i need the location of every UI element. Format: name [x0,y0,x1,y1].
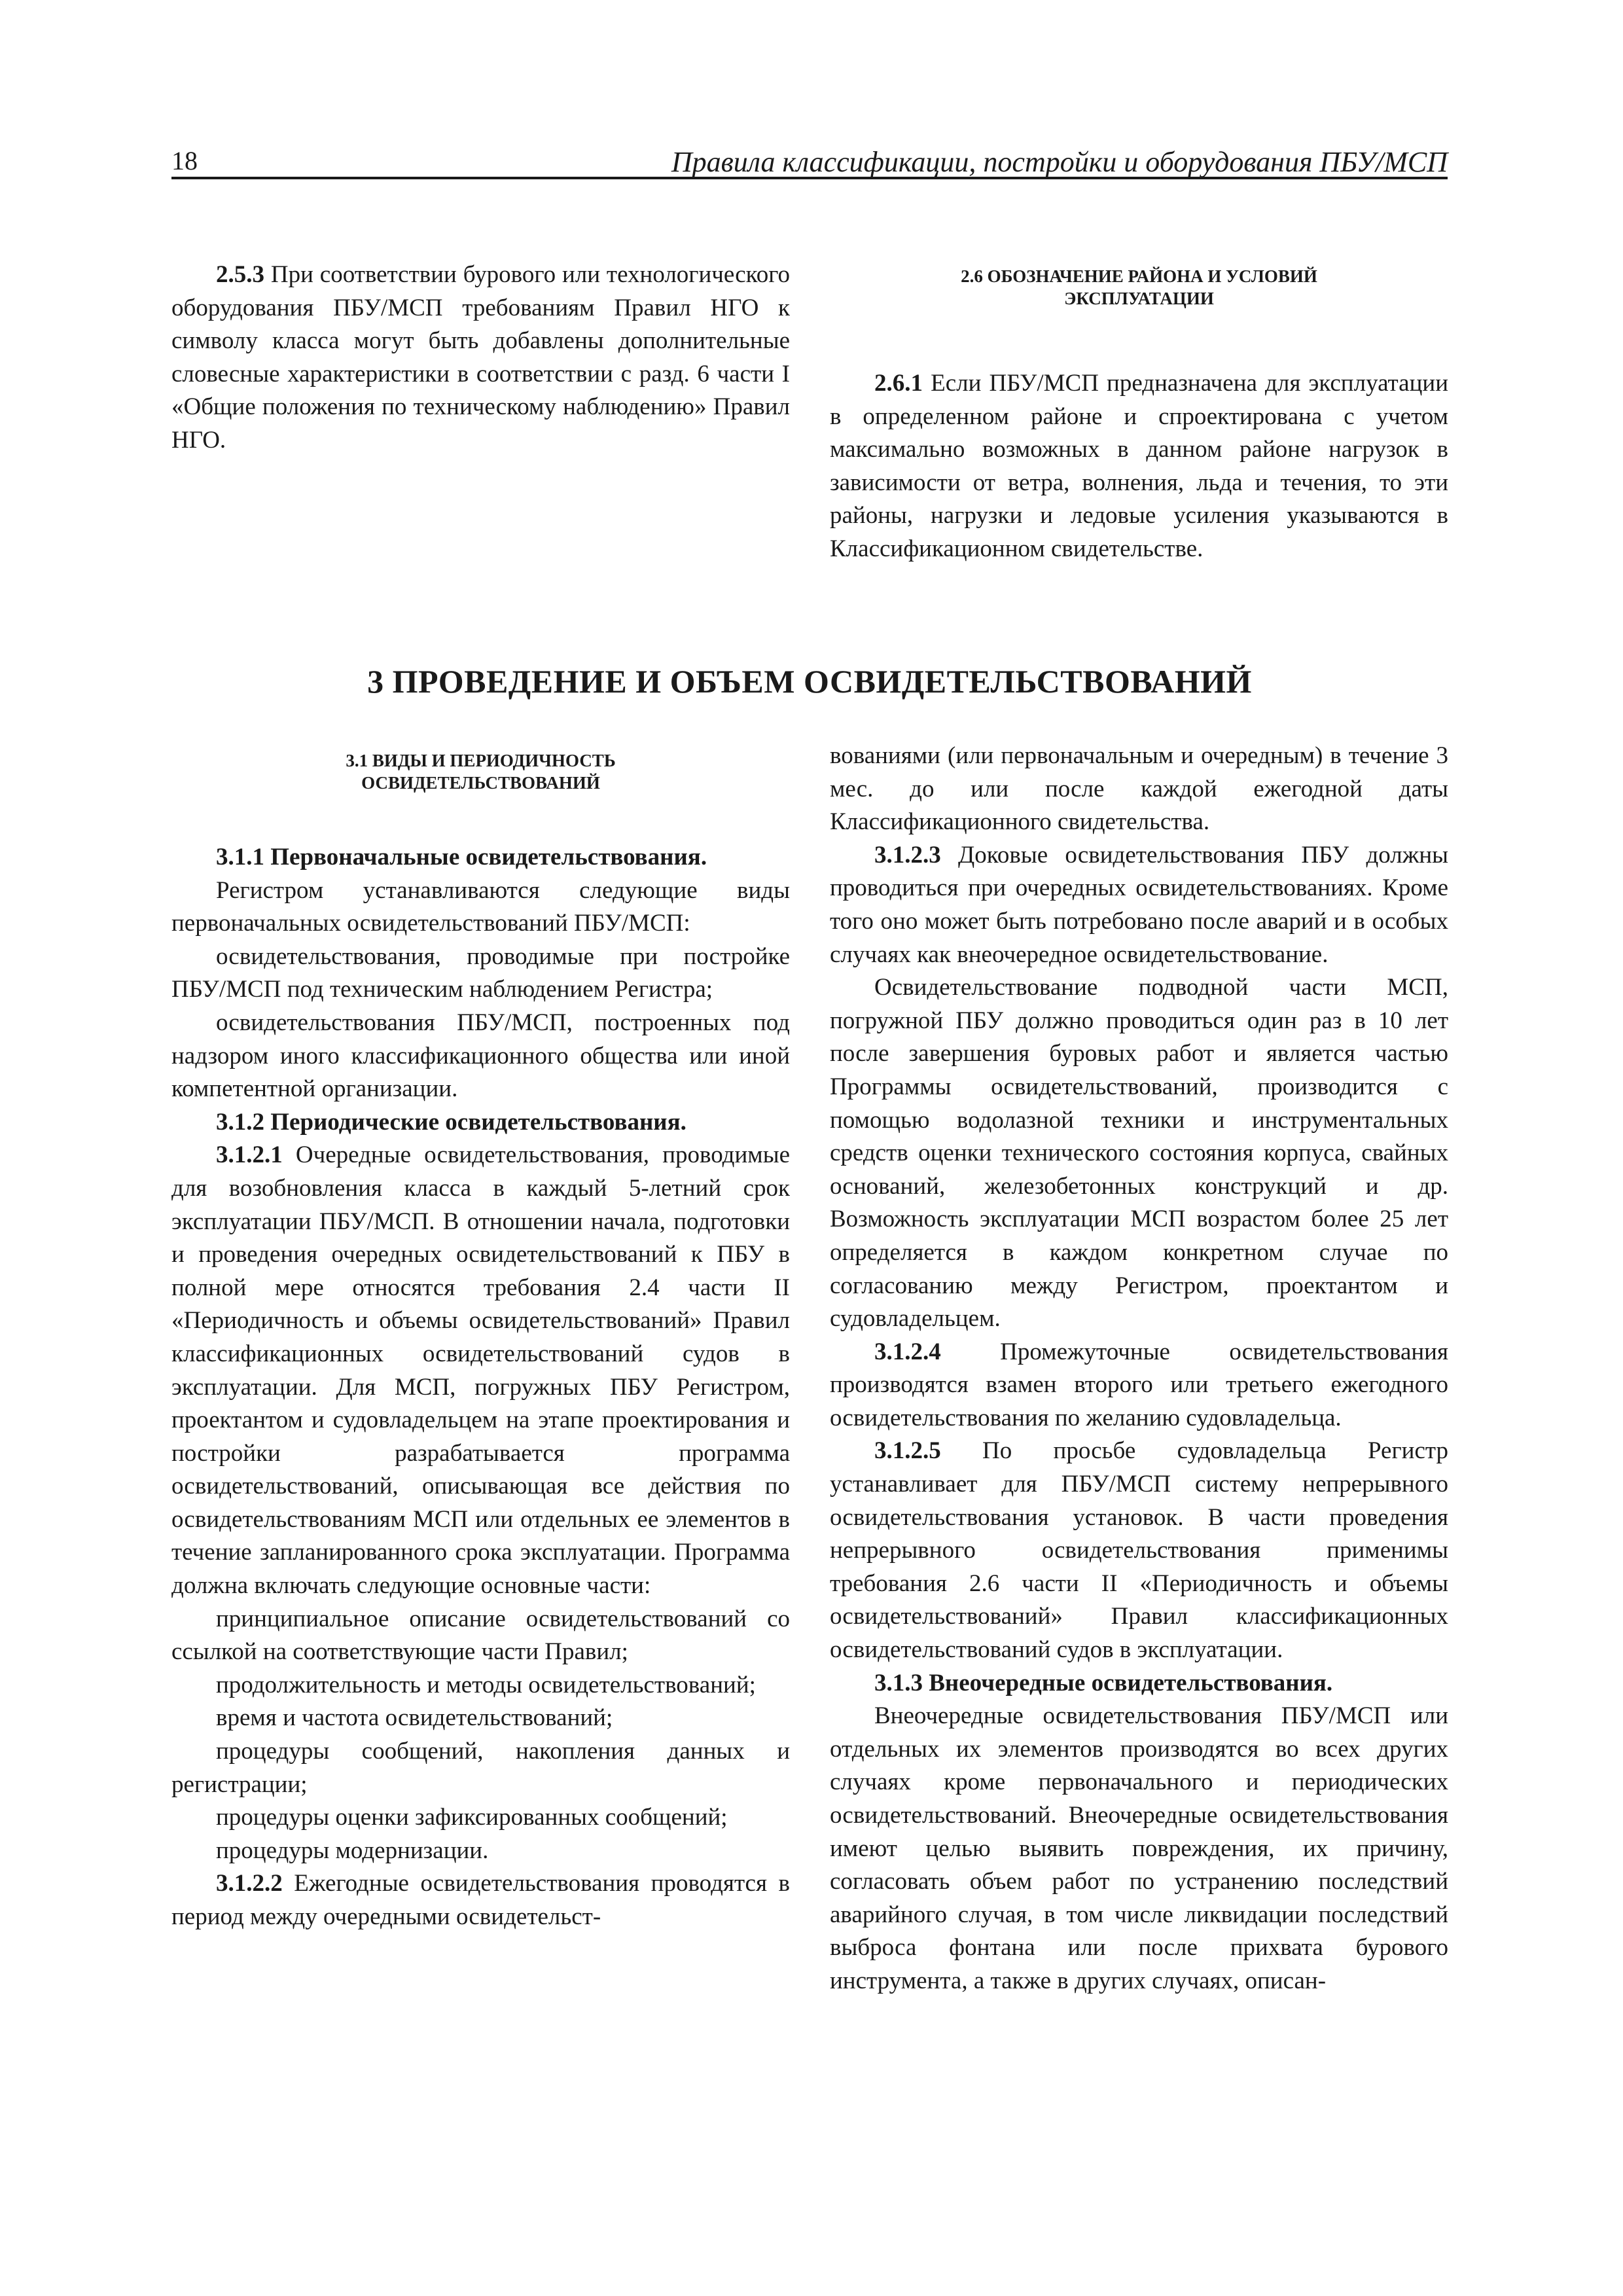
page-number: 18 [171,146,198,175]
chapter-title: 3 ПРОВЕДЕНИЕ И ОБЪЕМ ОСВИДЕТЕЛЬСТВОВАНИЙ [367,663,1252,700]
clause-number: 2.5.3 [216,261,264,288]
subsection-title-3-1-3: 3.1.3 Внеочередные освидетельствования. [874,1669,1333,1696]
left-column [171,749,790,1934]
paragraph-3-1-2-1 [171,1139,790,1602]
clause-number: 3.1.2.1 [216,1141,283,1169]
paragraph-continuation: вованиями (или первоначальным и очередным) в течение 3 мес. до или после каждой ежегодной даты Классификационного свидетельства. [830,742,1448,836]
paragraph-2-5-3 [171,259,790,457]
paragraph-text: По просьбе судовладельца Регистр устанавливает для ПБУ/МСП систему непрерывного освидетельствования установок. В части проведения непрерывного освидетельствования применимы требования 2.6 части II «Периодичность и объемы освидетельствований» Правил классификационных освидетельствований судов в эксплуатации. [830,1437,1448,1664]
paragraph: Освидетельствование подводной части МСП, погружной ПБУ должно проводиться один раз в 10 лет после завершения буровых работ и является частью Программы освидетельствований, производится с помощью водолазной техники и инструментальных средств оценки технического состояния корпуса, свайных оснований, железобетонных конструкций и др. Возможность эксплуатации МСП возрастом более 25 лет определяется в каждом конкретном случае по согласованию между Регистром, проектантом и судовладельцем. [830,974,1448,1333]
paragraph-2-6-1 [830,367,1448,566]
list-item: процедуры модернизации. [216,1837,489,1864]
paragraph-3-1-2-4 [830,1336,1448,1435]
section-heading-2-6: 2.6 ОБОЗНАЧЕНИЕ РАЙОНА И УСЛОВИЙ ЭКСПЛУАТАЦИИ [961,266,1317,308]
paragraph-3-1-2-2 [171,1867,790,1933]
paragraph-text: Промежуточные освидетельствования производятся взамен второго или третьего ежегодного освидетельствования по желанию судовладельца. [830,1338,1448,1431]
header-rule [171,177,1448,179]
list-item: процедуры сообщений, накопления данных и регистрации; [171,1738,790,1798]
clause-number: 3.1.2.4 [874,1338,941,1365]
clause-number: 2.6.1 [874,370,923,397]
paragraph-text: При соответствии бурового или технологического оборудования ПБУ/МСП требованиям Правил НГО к символу класса могут быть добавлены дополнительные словесные характеристики в соответствии с разд. 6 части I «Общие положения по техническому наблюдению» Правил НГО. [171,261,790,454]
page-header [171,145,1448,177]
paragraph-text: Доковые освидетельствования ПБУ должны проводиться при очередных освидетельствованиях. Кроме того оно может быть потребовано после аварий и в особых случаях как внеочередное освидетельствование. [830,841,1448,968]
paragraph-text: Очередные освидетельствования, проводимые для возобновления класса в каждый 5-летний срок эксплуатации ПБУ/МСП. В отношении начала, подготовки и проведения очередных освидетельствований к ПБУ в полной мере относятся требования 2.4 части II «Периодичность и объемы освидетельствований» Правил классификационных освидетельствований судов в эксплуатации. Для МСП, погружных ПБУ Регистром, проектантом и судовладельцем на этапе проектирования и постройки разрабатывается программа освидетельствований, описывающая все действия по освидетельствованиям МСП или отдельных ее элементов в течение запланированного срока эксплуатации. Программа должна включать следующие основные части: [171,1141,790,1600]
paragraph: Внеочередные освидетельствования ПБУ/МСП или отдельных их элементов производятся во всех других случаях кроме первоначального и периодических освидетельствований. Внеочередные освидетельствования имеют целью выявить повреждения, их причину, согласовать объем работ по устранению последствий аварийного случая, в том числе ликвидации последствий выброса фонтана или после прихвата бурового инструмента, а также в других случаях, описан- [830,1702,1448,1994]
list-item: продолжительность и методы освидетельствований; [216,1671,756,1698]
paragraph-text: Если ПБУ/МСП предназначена для эксплуатации в определенном районе и спроектирована с учетом максимально возможных в данном районе нагрузок в зависимости от ветра, волнения, льда и течения, то эти районы, нагрузки и ледовые усиления указываются в Классификационном свидетельстве. [830,370,1448,562]
paragraph-text: Ежегодные освидетельствования проводятся в период между очередными освидетельст- [171,1870,790,1930]
list-item: процедуры оценки зафиксированных сообщений; [216,1804,728,1831]
running-title: Правила классификации, постройки и оборудования ПБУ/МСП [671,146,1448,178]
right-column [830,740,1448,1998]
subsection-title-3-1-2: 3.1.2 Периодические освидетельствования. [216,1108,687,1136]
paragraph-3-1-2-3 [830,839,1448,971]
list-item: принципиальное описание освидетельствований со ссылкой на соответствующие части Правил; [171,1605,790,1666]
clause-number: 3.1.2.2 [216,1870,283,1897]
paragraph: Регистром устанавливаются следующие виды первоначальных освидетельствований ПБУ/МСП: [171,876,790,937]
section-2-6 [830,265,1448,566]
clause-number: 3.1.2.3 [874,841,941,869]
section-2-5-3 [171,259,790,457]
section-heading-3-1: 3.1 ВИДЫ И ПЕРИОДИЧНОСТЬ ОСВИДЕТЕЛЬСТВОВАНИЙ [346,751,616,793]
paragraph: освидетельствования, проводимые при постройке ПБУ/МСП под техническим наблюдением Регистра; [171,942,790,1003]
list-item: время и частота освидетельствований; [216,1704,613,1732]
paragraph: освидетельствования ПБУ/МСП, построенных под надзором иного классификационного общества или иной компетентной организации. [171,1009,790,1103]
paragraph-3-1-2-5 [830,1435,1448,1666]
clause-number: 3.1.2.5 [874,1437,941,1465]
subsection-title-3-1-1: 3.1.1 Первоначальные освидетельствования. [216,844,707,870]
